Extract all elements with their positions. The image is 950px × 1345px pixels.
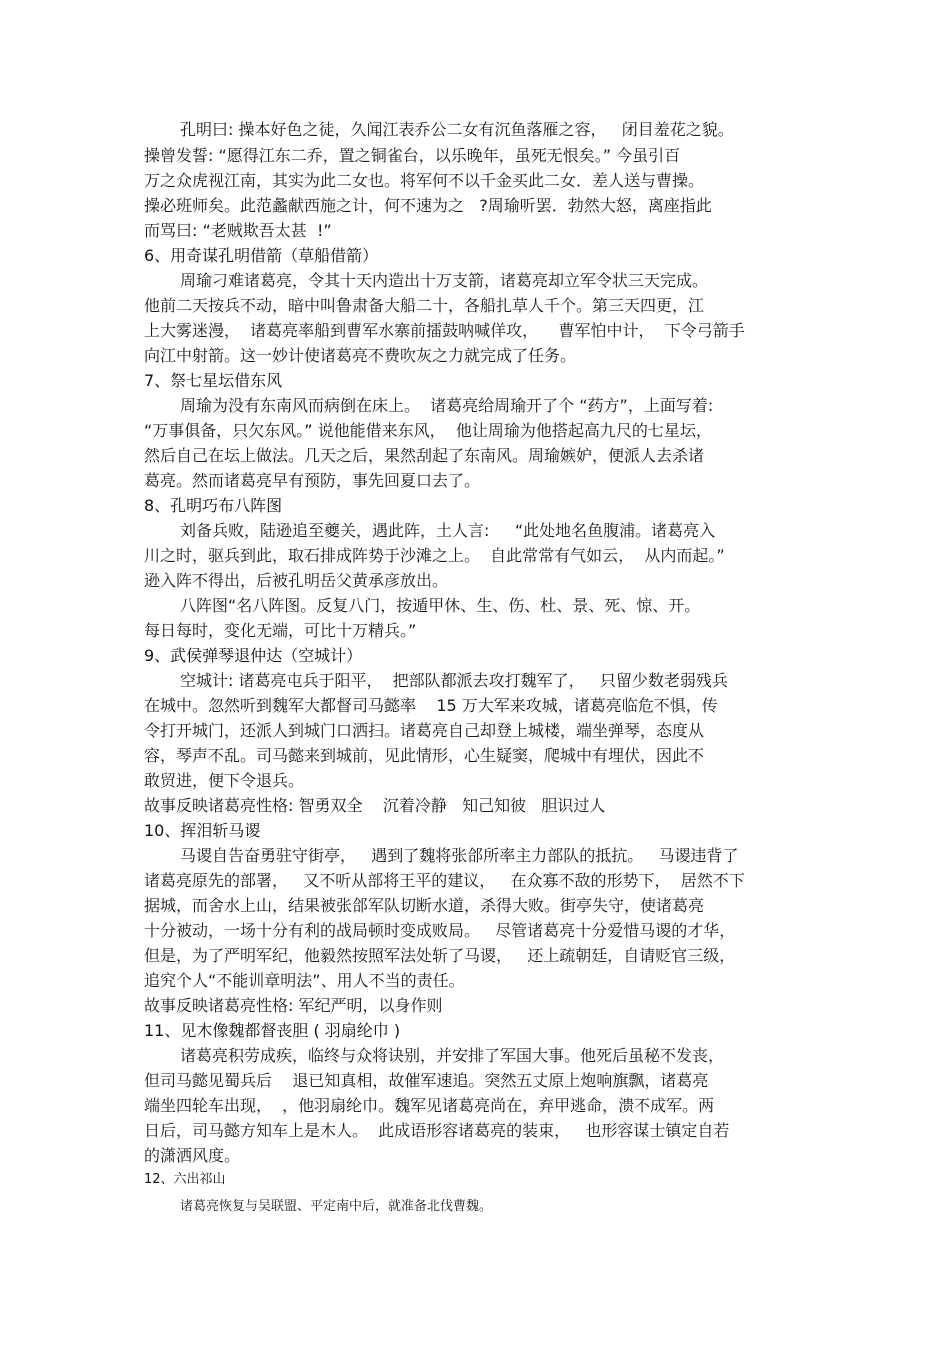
paragraph-line: 令打开城门，还派人到城门口洒扫。诸葛亮自己却登上城楼，端坐弹琴，态度从 [144,721,705,740]
paragraph-line: 诸葛亮原先的部署， 又不听从部将王平的建议， 在众寡不敌的形势下， 居然不下 [144,871,745,890]
paragraph-line: 刘备兵败，陆逊追至夔关，遇此阵，土人言: “此处地名鱼腹浦。诸葛亮入 [180,521,716,540]
paragraph-line: 诸葛亮积劳成疾，临终与众将诀别，并安排了军国大事。他死后虽秘不发丧， [180,1046,725,1065]
paragraph-line: 向江中射箭。这一妙计使诸葛亮不费吹灰之力就完成了任务。 [144,346,577,365]
character-summary: 故事反映诸葛亮性格: 智勇双全 沉着冷静 知己知彼 胆识过人 [144,796,606,815]
paragraph-line: 而骂曰: “老贼欺吾太甚 !” [144,221,332,240]
paragraph-line: 但是，为了严明军纪，他毅然按照军法处斩了马谡， 还上疏朝廷，自请贬官三级， [144,946,736,965]
section-heading: 7、祭七星坛借东风 [144,371,283,390]
paragraph-line: 周瑜刁难诸葛亮，令其十天内造出十万支箭，诸葛亮却立军令状三天完成。 [180,271,709,290]
paragraph-line: 逊入阵不得出，后被孔明岳父黄承彦放出。 [144,571,449,590]
paragraph-line: 操曾发誓: “愿得江东二乔，置之铜雀台，以乐晚年，虽死无恨矣。” 今虽引百 [144,146,681,165]
paragraph-line: 容，琴声不乱。司马懿来到城前，见此情形，心生疑窦，爬城中有埋伏，因此不 [144,746,705,765]
paragraph-line: 的潇洒风度。 [144,1146,241,1165]
paragraph-line: 敢贸进，便下令退兵。 [144,771,305,790]
paragraph-line: 但司马懿见蜀兵后 退已知真相，故催军速追。突然五丈原上炮响旗飘，诸葛亮 [144,1071,709,1090]
paragraph-line: 八阵图“名八阵图。反复八门，按遁甲休、生、伤、杜、景、死、惊、开。 [180,596,701,615]
paragraph-line: 诸葛亮恢复与吴联盟、平定南中后，就准备北伐曹魏。 [180,1199,493,1214]
paragraph-line: “万事俱备，只欠东风。” 说他能借来东风， 他让周瑜为他搭起高九尺的七星坛， [144,421,712,440]
section-heading: 10、挥泪斩马谡 [144,821,261,840]
character-summary: 故事反映诸葛亮性格: 军纪严明，以身作则 [144,996,443,1015]
paragraph-line: 葛亮。然而诸葛亮早有预防，事先回夏口去了。 [144,471,481,490]
paragraph-line: 端坐四轮车出现， ，他羽扇纶巾。魏军见诸葛亮尚在，弃甲逃命，溃不成军。两 [144,1096,715,1115]
paragraph-line: 孔明曰: 操本好色之徒，久闻江表乔公二女有沉鱼落雁之容， 闭目羞花之貌。 [180,120,734,139]
paragraph-line: 日后，司马懿方知车上是木人。 此成语形容诸葛亮的装束， 也形容谋士镇定自若 [144,1121,730,1140]
section-heading: 6、用奇谋孔明借箭（草船借箭） [144,246,379,265]
paragraph-line: 在城中。忽然听到魏军大都督司马懿率 15 万大军来攻城，诸葛亮临危不惧，传 [144,696,718,715]
paragraph-line: 追究个人“不能训章明法”、用人不当的责任。 [144,971,465,990]
paragraph-line: 空城计: 诸葛亮屯兵于阳平， 把部队都派去攻打魏军了， 只留少数老弱残兵 [180,671,728,690]
paragraph-line: 每日每时，变化无端，可比十万精兵。” [144,621,417,640]
paragraph-line: 据城，而舍水上山，结果被张郃军队切断水道，杀得大败。街亭失守，使诸葛亮 [144,896,705,915]
paragraph-line: 十分被动，一场十分有利的战局顿时变成败局。 尽管诸葛亮十分爱惜马谡的才华， [144,921,736,940]
paragraph-line: 川之时，驱兵到此，取石排成阵势于沙滩之上。 自此常常有气如云， 从内而起。” [144,546,725,565]
section-heading: 11、见木像魏都督丧胆 ( 羽扇纶巾 ) [144,1021,401,1040]
paragraph-line: 周瑜为没有东南风而病倒在床上。 诸葛亮给周瑜开了个 “药方”，上面写着: [180,396,714,415]
paragraph-line: 上大雾迷漫， 诸葛亮率船到曹军水寨前擂鼓呐喊佯攻， 曹军怕中计， 下令弓箭手 [144,321,745,340]
paragraph-line: 然后自己在坛上做法。几天之后，果然刮起了东南风。周瑜嫉妒，便派人去杀诸 [144,446,705,465]
section-heading: 8、孔明巧布八阵图 [144,496,283,515]
paragraph-line: 他前二天按兵不动，暗中叫鲁肃备大船二十，各船扎草人千个。第三天四更，江 [144,296,705,315]
paragraph-line: 万之众虎视江南，其实为此二女也。将军何不以千金买此二女．差人送与曹操。 [144,171,705,190]
paragraph-line: 操必班师矣。此范蠡献西施之计，何不速为之 ?周瑜听罢．勃然大怒，离座指此 [144,196,712,215]
section-heading: 12、六出祁山 [144,1172,226,1187]
paragraph-line: 马谡自告奋勇驻守街亭， 遇到了魏将张郃所率主力部队的抵抗。 马谡违背了 [180,846,739,865]
section-heading: 9、武侯弹琴退仲达（空城计） [144,646,363,665]
